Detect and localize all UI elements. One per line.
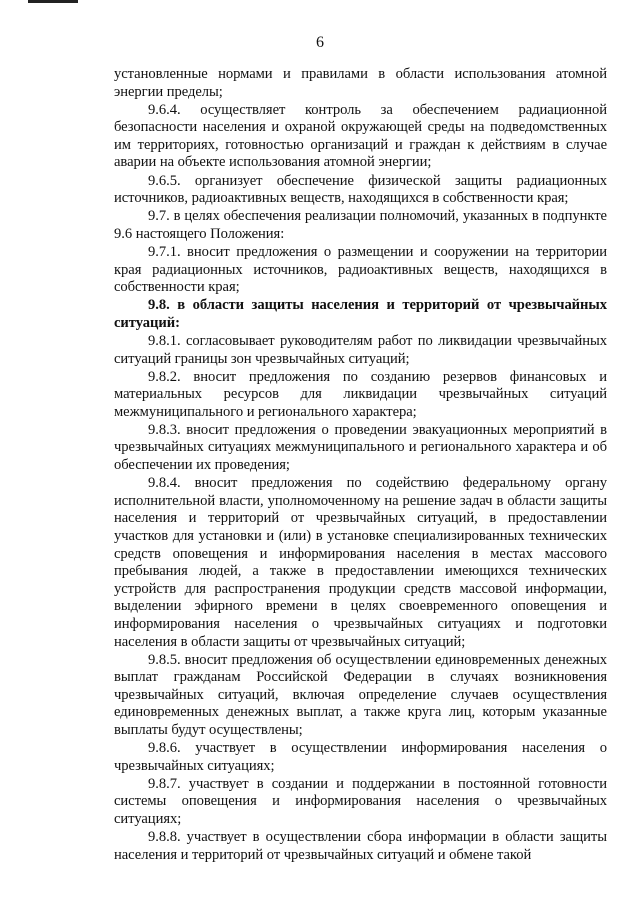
- top-rule: [28, 0, 78, 3]
- page-number: 6: [316, 34, 324, 51]
- paragraph-9-8-7: 9.8.7. участвует в создании и поддержании в постоянной готовности системы оповещения и информирования населения о чрезвычайных ситуациях;: [114, 775, 607, 827]
- paragraph-9-8-5: 9.8.5. вносит предложения об осуществлении единовременных денежных выплат гражданам Российской Федерации в случаях возникновения чрезвычайных ситуаций, включая определение случаев осуществления единовременных денежных выплат, а также круга лиц, которым указанные выплаты будут осуществлены;: [114, 651, 607, 738]
- paragraph-9-8-2: 9.8.2. вносит предложения по созданию резервов финансовых и материальных ресурсов для ликвидации чрезвычайных ситуаций межмуниципального и регионального характера;: [114, 368, 607, 420]
- paragraph-9-7: 9.7. в целях обеспечения реализации полномочий, указанных в подпункте 9.6 настоящего Положения:: [114, 208, 607, 242]
- paragraph-9-8-6: 9.8.6. участвует в осуществлении информирования населения о чрезвычайных ситуациях;: [114, 740, 607, 774]
- paragraph-9-6-5: 9.6.5. организует обеспечение физической защиты радиационных источников, радиоактивных веществ, находящихся в собственности края;: [114, 172, 607, 207]
- paragraph-9-6-4: 9.6.4. осуществляет контроль за обеспечением радиационной безопасности населения и охраной окружающей среды на подведомственных им территориях, готовностью организаций и граждан к действиям в случае аварии на объекте использования атомной энергии;: [114, 101, 607, 171]
- paragraph-9-7-1: 9.7.1. вносит предложения о размещении и сооружении на территории края радиационных источников, радиоактивных веществ, находящихся в собственности края;: [114, 243, 607, 296]
- paragraph-9-8-4: 9.8.4. вносит предложения по содействию федеральному органу исполнительной власти, уполномоченному на решение задач в области защиты населения и территорий от чрезвычайных ситуаций, в предоставлении участков для установки и (или) в установке специализированных технических средств оповещения и информирования населения в местах массового пребывания людей, а также в предоставлении имеющихся технических устройств для распространения продукции средств массовой информации, выделении эфирного времени в целях своевременного оповещения и информирования населения о чрезвычайных ситуациях и подготовки населения в области защиты от чрезвычайных ситуаций;: [114, 475, 607, 650]
- paragraph-9-8-8: 9.8.8. участвует в осуществлении сбора информации в области защиты населения и территорий от чрезвычайных ситуаций и обмене такой: [114, 829, 607, 863]
- paragraph-9-8-3: 9.8.3. вносит предложения о проведении эвакуационных мероприятий в чрезвычайных ситуациях межмуниципального и регионального характера и об обеспечении их проведения;: [114, 421, 607, 474]
- paragraph-continuation: установленные нормами и правилами в области использования атомной энергии пределы;: [114, 66, 607, 100]
- section-heading-9-8: 9.8. в области защиты населения и территорий от чрезвычайных ситуаций:: [114, 297, 607, 331]
- paragraph-9-8-1: 9.8.1. согласовывает руководителям работ по ликвидации чрезвычайных ситуаций границы зон чрезвычайных ситуаций;: [114, 332, 607, 367]
- document-body: [114, 66, 607, 865]
